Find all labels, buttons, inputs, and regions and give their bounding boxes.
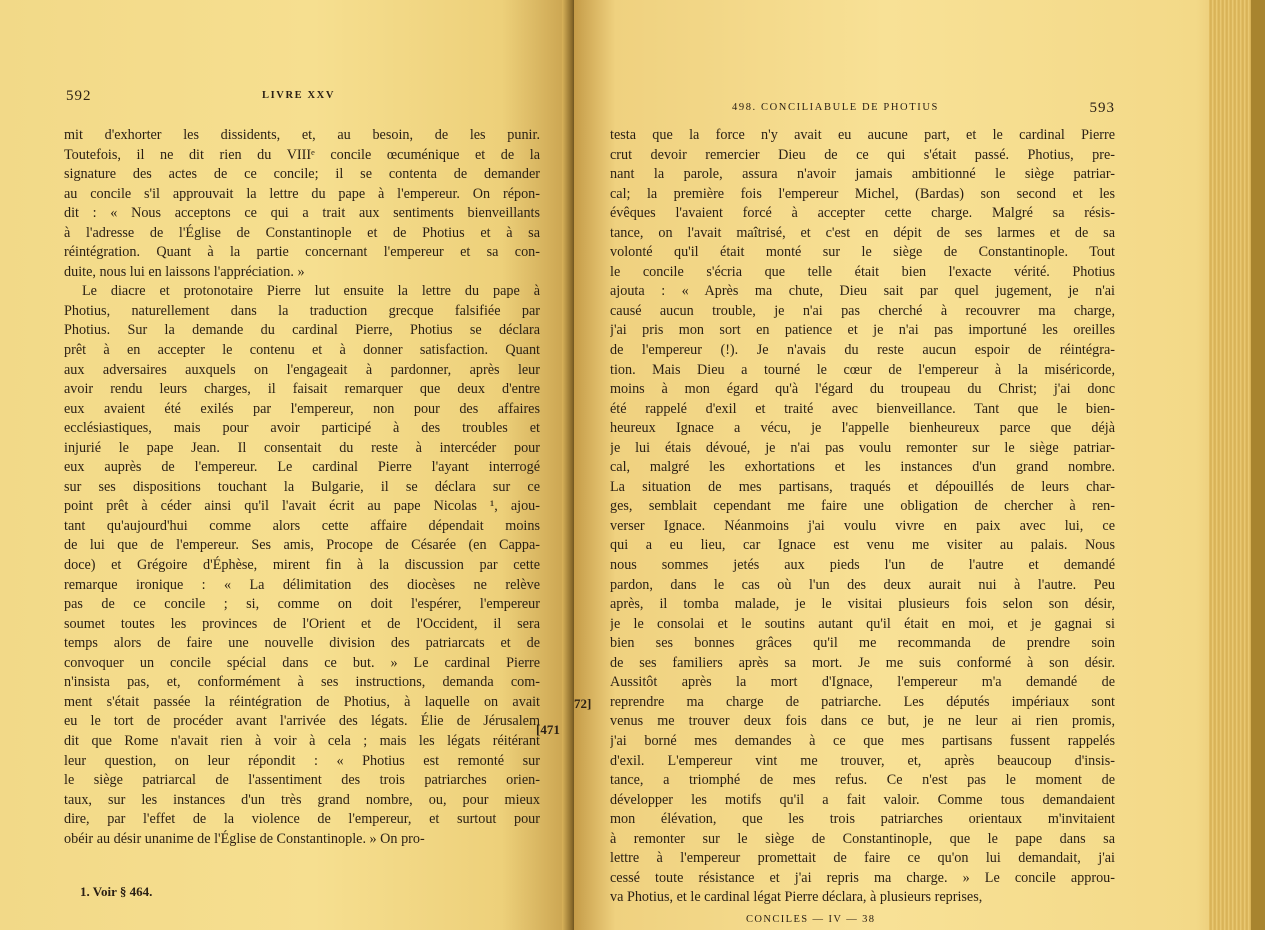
text-line: à remonter sur le siège de Constantinople, que le pape dans sa [610, 830, 1115, 847]
text-line: tance, a triomphé de mes refus. Ce n'est pas le moment de [610, 772, 1115, 789]
text-line: cessé toute résistance et j'ai repris ma charge. » Le concile approu- [610, 869, 1115, 886]
text-line: obéir au désir unanime de l'Église de Constantinople. » On pro- [64, 830, 425, 847]
text-line: volonté qu'il était monté sur le siège de Constantinople. Tout [610, 244, 1115, 261]
text-line: nous sommes jetés aux pieds l'un de l'autre et demandé [610, 557, 1115, 574]
text-line: aux adversaires auxquels on l'engageait à pardonner, après leur [64, 361, 540, 378]
text-line: cal, malgré les exhortations et les instances d'un grand nombre. [610, 459, 1115, 476]
text-line: ges, semblait cependant me faire une obligation de chercher à ren- [610, 498, 1115, 515]
text-line: Photius. Sur la demande du cardinal Pierre, Photius se déclara [64, 322, 540, 339]
text-line: signature des actes de ce concile; il se contenta de demander [64, 166, 540, 183]
text-line: tance, on l'avait maîtrisé, et c'est en dépit de ses larmes et de sa [610, 224, 1115, 241]
text-line: réintégration. Quant à la partie concernant l'empereur et sa con- [64, 244, 540, 261]
text-line: je lui étais dévoué, je n'ai pas voulu remonter sur le siège patriar- [610, 439, 1115, 456]
text-line: Le diacre et protonotaire Pierre lut ensuite la lettre du pape à [82, 283, 540, 300]
text-line: dire, par l'effet de la violence de l'empereur, et surtout pour [64, 811, 540, 828]
left-page-number: 592 [66, 88, 92, 104]
text-line: moins à mon égard qu'à l'égard du troupeau du Christ; j'ai donc [610, 381, 1115, 398]
text-line: pas de ce concile ; si, comme on doit l'espérer, l'empereur [64, 596, 540, 613]
text-line: ajouta : « Après ma chute, Dieu sait par quel jugement, je n'ai [610, 283, 1115, 300]
text-line: La situation de mes partisans, traqués et dépouillés de leurs char- [610, 478, 1115, 495]
text-line: sur ses dispositions touchant la Bulgarie, il se déclara sur ce [64, 478, 540, 495]
margin-note-left: [471 [536, 722, 560, 737]
text-line: temps alors de faire une nouvelle division des patriarcats et de [64, 635, 540, 652]
left-running-head: LIVRE XXV [262, 90, 336, 101]
text-line: à l'adresse de l'Église de Constantinople et de Photius et à sa [64, 224, 540, 241]
text-line: de ses familiers après sa mort. Je me suis conformé à son désir. [610, 654, 1115, 671]
text-line: convoquer un concile spécial dans ce but. » Le cardinal Pierre [64, 654, 540, 671]
text-line: tion. Mais Dieu a tourné le cœur de l'empereur à la miséricorde, [610, 361, 1115, 378]
text-line: eux avaient été exilés par l'empereur, non pour des affaires [64, 400, 540, 417]
text-line: le concile s'écria que telle était bien l'exacte vérité. Photius [610, 263, 1115, 280]
text-line: crut devoir remercier Dieu de ce qui s'était passé. Photius, pre- [610, 146, 1115, 163]
text-line: Photius, naturellement dans la traduction grecque falsifiée par [64, 302, 540, 319]
text-line: j'ai borné mes demandes à ce que mes partisans fussent rappelés [610, 732, 1115, 749]
text-line: va Photius, et le cardinal légat Pierre déclara, à plusieurs reprises, [610, 889, 983, 906]
text-line: bien ses bonnes grâces qu'il me recommanda de prendre soin [610, 635, 1115, 652]
text-line: leur question, on leur répondit : « Photius est remonté sur [64, 752, 540, 769]
text-line: Toutefois, il ne dit rien du VIIIᵉ concile œcuménique et de la [64, 146, 540, 163]
text-line: causé aucun trouble, je n'ai pas cherché à recouvrer ma charge, [610, 302, 1115, 319]
text-line: tant qu'aujourd'hui comme alors cette affaire dépendait moins [64, 517, 540, 534]
text-line: ment s'était passée la réintégration de Photius, à laquelle on avait [64, 693, 540, 710]
right-page-number: 593 [1089, 100, 1115, 116]
right-page [574, 0, 1265, 930]
footnote: 1. Voir § 464. [80, 884, 153, 899]
text-line: reprendre ma charge de patriarche. Les députés impériaux sont [610, 693, 1115, 710]
text-line: prêt à en accepter le contenu et à donner satisfaction. Quant [64, 342, 540, 359]
text-line: testa que la force n'y avait eu aucune part, et le cardinal Pierre [610, 127, 1115, 143]
text-line: heureux Ignace a vécu, je l'appelle bienheureux parce que déjà [610, 420, 1115, 437]
text-line: après, il tomba malade, je le visitai plusieurs fois selon son désir, [610, 596, 1115, 613]
text-line: verser Ignace. Néanmoins j'ai voulu vivre en paix avec lui, ce [610, 517, 1115, 534]
text-line: mit d'exhorter les dissidents, et, au besoin, de les punir. [64, 127, 540, 143]
page-edges [1209, 0, 1265, 930]
right-body-text [610, 126, 1115, 908]
text-line: qui a eu lieu, car Ignace est venu me visiter au palais. Nous [610, 537, 1115, 554]
text-line: pardon, dans le cas où l'un des deux aurait nui à l'autre. Peu [610, 576, 1115, 593]
text-line: cal; la première fois l'empereur Michel, (Bardas) son second et les [610, 185, 1115, 202]
text-line: duite, nous lui en laissons l'appréciation. » [64, 263, 305, 280]
text-line: au concile s'il approuvait la lettre du pape à l'empereur. On répon- [64, 185, 540, 202]
text-line: eux auprès de l'empereur. Le cardinal Pierre l'ayant interrogé [64, 459, 540, 476]
text-line: avoir rendu leurs charges, il faisait remarquer que deux d'entre [64, 381, 540, 398]
text-line: d'exil. L'empereur vint me trouver, et, après beaucoup d'insis- [610, 752, 1115, 769]
text-line: le siège patriarcal de l'assentiment des trois patriarches orien- [64, 772, 540, 789]
text-line: dit : « Nous acceptons ce qui a trait aux sentiments bienveillants [64, 205, 540, 222]
text-line: évêques l'avaient forcé à accepter cette charge. Malgré sa résis- [610, 205, 1115, 222]
text-line: de lui que de l'empereur. Ses amis, Procope de Césarée (en Cappa- [64, 537, 540, 554]
text-line: Aussitôt après la mort d'Ignace, l'empereur m'a demandé de [610, 674, 1115, 691]
text-line: eu le tort de procéder avant l'arrivée des légats. Élie de Jérusalem [64, 713, 540, 730]
text-line: développer les motifs qu'il a fait valoir. Comme tous demandaient [610, 791, 1115, 808]
text-line: venus me trouver deux fois dans ce but, je ne leur ai rien promis, [610, 713, 1115, 730]
text-line: soumet toutes les provinces de l'Orient et de l'Occident, il sera [64, 615, 540, 632]
text-line: remarque ironique : « La délimitation des diocèses ne relève [64, 576, 540, 593]
text-line: injurié le pape Jean. Il consentait du reste à intercéder pour [64, 439, 540, 456]
margin-note-right: 72] [574, 696, 592, 711]
text-line: j'ai pris mon sort en patience et je n'ai pas importuné les oreilles [610, 322, 1115, 339]
left-header [64, 88, 540, 108]
right-running-head: 498. CONCILIABULE DE PHOTIUS [732, 102, 939, 113]
left-body-text [64, 126, 540, 849]
text-line: je le consolai et le soutins autant qu'il était en moi, et je gagnai si [610, 615, 1115, 632]
text-line: taux, sur les instances d'un très grand nombre, ou, pour mieux [64, 791, 540, 808]
text-line: nant la parole, assura n'avoir jamais ambitionné le siège patriar- [610, 166, 1115, 183]
text-line: n'insista pas, et, conformément à ses instructions, demanda com- [64, 674, 540, 691]
right-header [610, 100, 1115, 120]
left-page [0, 0, 570, 930]
text-line: mon élévation, que les trois patriarches orientaux m'invitaient [610, 811, 1115, 828]
text-line: de l'empereur (!). Je n'avais du reste aucun espoir de réintégra- [610, 342, 1115, 359]
text-line: été rappelé d'exil et traité avec bienveillance. Tant que le bien- [610, 400, 1115, 417]
text-line: ecclésiastiques, mais pour avoir participé à des troubles et [64, 420, 540, 437]
text-line: doce) et Grégoire d'Éphèse, mirent fin à la discussion par cette [64, 557, 540, 574]
text-line: point prêt à céder ainsi qu'il l'avait écrit au pape Nicolas ¹, ajou- [64, 498, 540, 515]
text-line: dit que Rome n'avait rien à voir à cela ; mais les légats réitérant [64, 732, 540, 749]
text-line: lettre à l'empereur promettait de faire ce qu'on lui demandait, j'ai [610, 850, 1115, 867]
signature-footer: CONCILES — IV — 38 [746, 914, 876, 925]
